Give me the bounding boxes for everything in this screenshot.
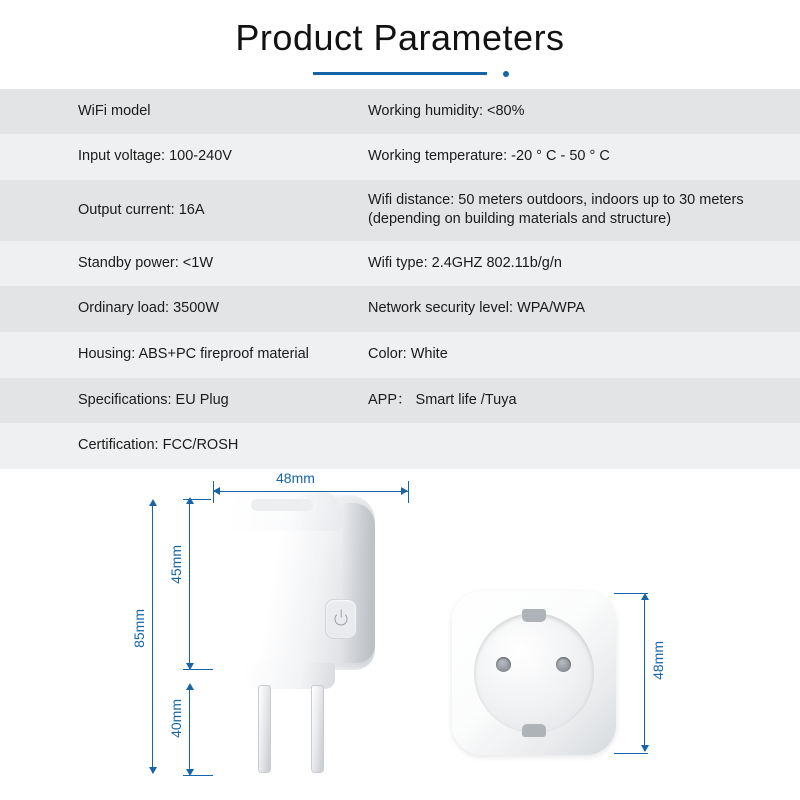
- spec-right-text: Wifi distance: 50 meters outdoors, indoors up to 30 meters (depending on building materials and structure): [368, 191, 744, 228]
- spec-right-text: APP： Smart life /Tuya: [368, 391, 517, 408]
- socket-recess: [474, 613, 594, 733]
- width-dimension-label: 48mm: [276, 469, 315, 486]
- spec-right-cell: [368, 423, 800, 469]
- plug-body: [213, 495, 375, 670]
- total-height-dimension-line: [152, 501, 153, 773]
- upper-height-tick-top: [183, 499, 211, 500]
- upper-height-dimension-line: [189, 499, 190, 669]
- spec-right-cell: [368, 332, 800, 378]
- spec-left-cell: Input voltage: 100-240V: [0, 134, 368, 180]
- spec-left-cell: Standby power: <1W: [0, 241, 368, 287]
- total-height-arrow-down-icon: [149, 767, 157, 774]
- spec-left-cell: Specifications: EU Plug: [0, 378, 368, 424]
- socket-hole-right: [556, 657, 571, 672]
- socket-height-arrow-up-icon: [641, 593, 649, 600]
- plug-pin-left: [258, 685, 271, 773]
- plug-top-notch: [251, 499, 313, 511]
- table-row: [0, 241, 800, 287]
- spec-left-cell: Ordinary load: 3500W: [0, 286, 368, 332]
- spec-right-cell: [368, 180, 800, 241]
- pin-height-dimension-line: [189, 685, 190, 775]
- width-arrow-left-icon: [213, 487, 220, 495]
- page-title: Product Parameters: [235, 17, 565, 58]
- spec-right-text: Color: White: [368, 345, 448, 362]
- width-dimension-line: [213, 491, 408, 492]
- pin-height-tick-bottom: [183, 775, 213, 776]
- total-height-dimension-label: 85mm: [131, 608, 147, 648]
- spec-right-text: Working temperature: -20 ° C - 50 ° C: [368, 148, 610, 165]
- spec-right-text: Wifi type: 2.4GHZ 802.11b/g/n: [368, 254, 562, 271]
- specifications-table: [0, 89, 800, 469]
- spec-left-cell: Housing: ABS+PC fireproof material: [0, 332, 368, 378]
- table-row: [0, 89, 800, 135]
- pin-height-dimension-label: 40mm: [168, 698, 184, 738]
- table-row: [0, 180, 800, 241]
- upper-height-dimension-label: 45mm: [168, 544, 184, 584]
- spec-left-cell: Certification: FCC/ROSH: [0, 423, 368, 469]
- spec-right-text: Working humidity: <80%: [368, 102, 525, 119]
- socket-height-dimension-label: 48mm: [650, 640, 666, 680]
- socket-body: [452, 591, 616, 755]
- title-block: [0, 0, 800, 75]
- spec-left-cell: Output current: 16A: [0, 180, 368, 241]
- socket-height-tick-bottom: [614, 753, 648, 754]
- socket-height-arrow-down-icon: [641, 745, 649, 752]
- plug-body-shading: [341, 503, 375, 663]
- earth-clip-bottom: [522, 724, 546, 737]
- table-row: [0, 134, 800, 180]
- spec-right-cell: [368, 286, 800, 332]
- table-row: [0, 332, 800, 378]
- socket-front-view: [452, 591, 616, 755]
- earth-clip-top: [522, 609, 546, 622]
- spec-right-cell: [368, 378, 800, 424]
- total-height-arrow-up-icon: [149, 499, 157, 506]
- power-button[interactable]: [325, 599, 357, 639]
- width-extension-right: [408, 481, 409, 503]
- spec-left-cell: WiFi model: [0, 89, 368, 135]
- upper-height-tick-bottom: [183, 669, 213, 670]
- footer-spacer: [0, 790, 800, 800]
- plug-front-view: [205, 495, 385, 795]
- table-row: [0, 286, 800, 332]
- spec-right-cell: [368, 134, 800, 180]
- socket-hole-left: [496, 657, 511, 672]
- pin-height-arrow-up-icon: [186, 683, 194, 690]
- width-arrow-right-icon: [401, 487, 408, 495]
- table-row: [0, 423, 800, 469]
- dimension-figure-area: [0, 469, 800, 800]
- table-row: [0, 378, 800, 424]
- spec-right-cell: [368, 241, 800, 287]
- socket-height-dimension-line: [644, 595, 645, 751]
- plug-pin-right: [311, 685, 324, 773]
- title-underline-rule: [313, 72, 487, 75]
- spec-right-text: Network security level: WPA/WPA: [368, 300, 586, 317]
- plug-shoulder: [230, 491, 342, 531]
- power-icon: [335, 612, 348, 625]
- spec-right-cell: [368, 89, 800, 135]
